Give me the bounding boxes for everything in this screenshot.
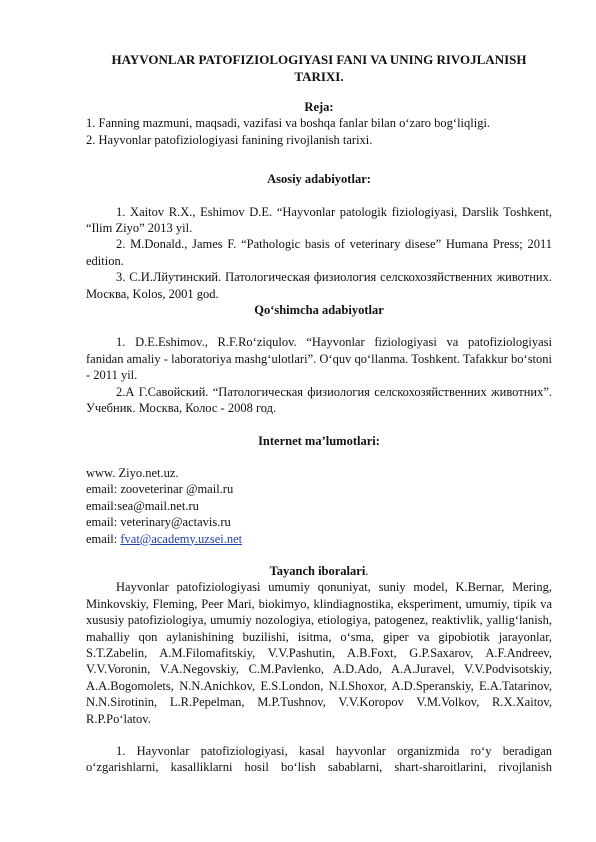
document-title: HAYVONLAR PATOFIZIOLOGIYASI FANI VA UNING RIVOJLANISH TARIXI. [111, 52, 527, 84]
internet-line: www. Ziyo.net.uz. [86, 465, 179, 480]
plan-list [86, 115, 552, 148]
plan-heading: Reja: [304, 100, 334, 114]
main-literature-item: 3. С.И.Лйутинский. Патологическая физиология селскохозяйственних животних. Москва, Kolos, 2001 god. [86, 270, 552, 301]
key-terms-heading-text: Tayanch iboralari [269, 563, 366, 578]
body-paragraph: 1. Hayvonlar patofiziologiyasi, kasal hayvonlar organizmida ro‘y beradigan o‘zgarishlarni, kasalliklarni hosil bo‘lish sabablarni, shart-sharoitlarini, rivojlanish [86, 744, 552, 775]
key-terms-heading-suffix: . [365, 563, 369, 578]
plan-item: 2. Hayvonlar patofiziologiyasi fanining rivojlanish tarixi. [86, 132, 373, 147]
internet-line: email: veterinary@actavis.ru [86, 515, 231, 530]
key-terms-text: Hayvonlar patofiziologiyasi umumiy qonuniyat, suniy model, K.Bernar, Mering, Minkovskiy, Fleming, Peer Mari, biokimyo, klindiagnostika, eksperiment, umumiy, tipik va xususiy patofiziologiya, umumiy nozologiya, etiologiya, patogenez, reaktivlik, yallig‘lanish, mahalliy qon aylanishining buzilishi, isitma, o‘sma, giper va gipobiotik jarayonlar, S.T.Zabelin, A.M.Filomafitskiy, V.V.Pashutin, A.B.Foxt, G.P.Saxarov, A.F.Andreev, V.V.Voronin, V.A.Negovskiy, C.M.Pavlenko, A.D.Ado, A.A.Juravel, V.V.Podvisotskiy, A.A.Bogomolets, N.N.Anichkov, E.S.London, N.I.Shoxor, A.D.Speranskiy, E.A.Tatarinov, N.N.Sirotinin, L.R.Pepelman, M.P.Tushnov, V.V.Koropov V.M.Volkov, R.X.Xaitov, R.P.Po‘latov. [86, 580, 552, 726]
internet-line: email: zooveterinar @mail.ru [86, 482, 234, 497]
extra-literature-heading: Qo‘shimcha adabiyotlar [254, 303, 384, 318]
extra-literature-item: 2.А Г.Савойский. “Патологическая физиология селскохозяйственних животних”. Учебник. Москва, Колос - 2008 год. [86, 384, 552, 416]
internet-list [86, 465, 552, 547]
extra-literature-item: 1. D.E.Eshimov., R.F.Ro‘ziqulov. “Hayvonlar fiziologiyasi va patofiziologiyasi fanidan amaliy - laboratoriya mashg‘ulotlari”. O‘quv qo‘llanma. Toshkent. Tafakkur bo‘stoni - 2011 yil. [86, 335, 552, 383]
key-terms-heading [86, 563, 552, 579]
main-literature-item: 2. M.Donald., James F. “Pathologic basis of veterinary disese” Humana Press; 2011 edition. [86, 237, 552, 268]
internet-line-link [86, 531, 552, 547]
email-link[interactable]: fvat@academy.uzsei.net [120, 531, 243, 546]
main-literature-heading: Asosiy adabiyotlar: [267, 172, 371, 187]
internet-line: email:sea@mail.net.ru [86, 498, 199, 513]
internet-heading: Internet ma’lumotlari: [258, 433, 380, 448]
email-prefix: email: [86, 531, 121, 546]
main-literature-item: 1. Xaitov R.X., Eshimov D.E. “Hayvonlar patologik fiziologiyasi, Darslik Toshkent, “Ilim Ziyo” 2013 yil. [86, 204, 552, 236]
plan-item: 1. Fanning mazmuni, maqsadi, vazifasi va boshqa fanlar bilan o‘zaro bog‘liqligi. [86, 116, 491, 131]
